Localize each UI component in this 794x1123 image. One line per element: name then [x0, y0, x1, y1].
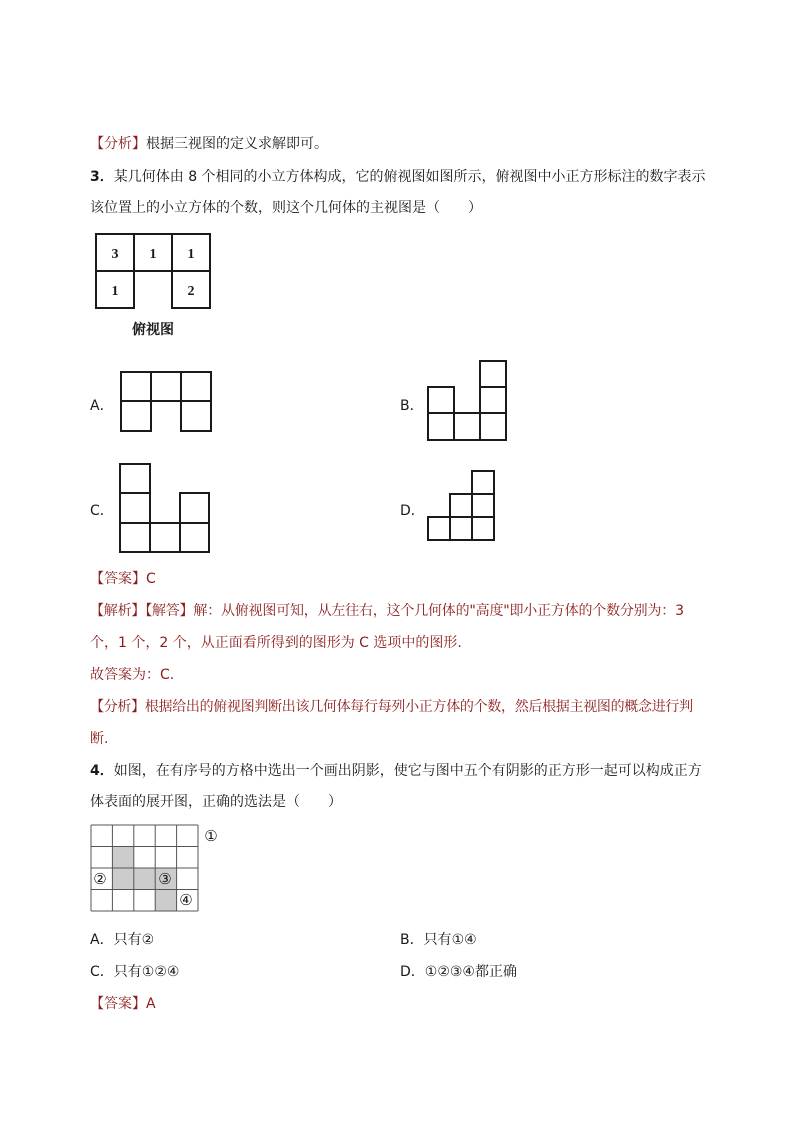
option-a: A．只有②: [90, 932, 155, 948]
question-number: 3．: [90, 169, 114, 185]
top-view-cell: 3: [111, 247, 119, 262]
q3-stem-line1: [90, 166, 706, 186]
top-view-cell: 1: [187, 247, 195, 262]
q4-grid-figure: [90, 824, 218, 912]
answer-value: A: [146, 996, 156, 1012]
answer-tag: 【答案】: [90, 571, 146, 587]
option-b-figure: [427, 360, 507, 442]
q3-analysis-line1: [90, 696, 693, 716]
shaded-square: [112, 847, 133, 869]
q3-analysis-line2: 断.: [90, 731, 109, 747]
shaded-square: [134, 868, 155, 890]
answer-value: C: [146, 571, 156, 587]
analysis-tag: 【分析】: [90, 699, 145, 715]
shaded-square: [112, 868, 133, 890]
option-a-figure: [120, 371, 212, 433]
option-a-label: A．: [90, 398, 114, 414]
q4-stem-line2: 体表面的展开图，正确的选法是（ ）: [90, 794, 342, 810]
option-d: D．①②③④都正确: [400, 964, 517, 980]
solve-tag: 【解答】: [145, 603, 194, 619]
explain-tag: 【解析】: [90, 603, 146, 619]
option-c: C．只有①②④: [90, 964, 180, 980]
option-c-figure: [119, 463, 211, 555]
q3-explain-line1: [90, 600, 684, 620]
q3-stem-line2: 该位置上的小立方体的个数，则这个几何体的主视图是（ ）: [90, 200, 482, 216]
explain-text: 解：从俯视图可知，从左往右，这个几何体的"高度"即小正方体的个数分别为：3: [193, 603, 684, 619]
analysis-tag: 【分析】: [90, 136, 146, 152]
top-view-cell: 1: [111, 284, 119, 299]
grid-mark-4: ④: [179, 891, 193, 909]
q3-answer: [90, 568, 156, 588]
question-text: 如图，在有序号的方格中选出一个画出阴影，使它与图中五个有阴影的正方形一起可以构成正方: [113, 763, 702, 779]
figure-caption: 俯视图: [132, 322, 174, 338]
option-b-label: B．: [400, 398, 424, 414]
grid-mark-3: ③: [158, 870, 172, 888]
grid-mark-1: ①: [204, 827, 218, 845]
q3-top-view-figure: [95, 233, 211, 341]
top-view-cell: 2: [187, 284, 195, 299]
analysis-text: 根据给出的俯视图判断出该几何体每行每列小正方体的个数，然后根据主视图的概念进行判: [144, 699, 693, 715]
q4-answer: [90, 993, 156, 1013]
option-c-label: C．: [90, 503, 114, 519]
option-b: B．只有①④: [400, 932, 477, 948]
q4-stem-line1: [90, 760, 702, 780]
shaded-square: [155, 890, 176, 912]
q3-explain-line2: 个，1 个，2 个，从正面看所得到的图形为 C 选项中的图形.: [90, 635, 462, 651]
analysis-text: 根据三视图的定义求解即可。: [146, 136, 328, 152]
option-d-label: D．: [400, 503, 425, 519]
answer-tag: 【答案】: [90, 996, 146, 1012]
option-d-figure: [427, 470, 497, 542]
q2-analysis: [90, 133, 328, 153]
question-text: 某几何体由 8 个相同的小立方体构成，它的俯视图如图所示，俯视图中小正方形标注的数字表示: [113, 169, 706, 185]
top-view-cell: 1: [149, 247, 157, 262]
q3-conclusion: 故答案为：C.: [90, 667, 175, 683]
question-number: 4．: [90, 763, 114, 779]
grid-mark-2: ②: [93, 870, 107, 888]
